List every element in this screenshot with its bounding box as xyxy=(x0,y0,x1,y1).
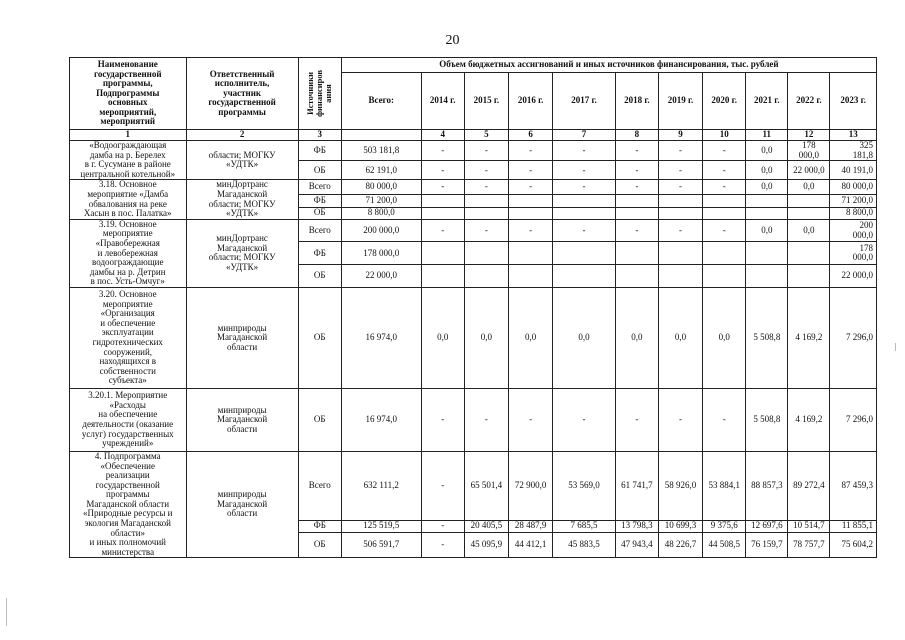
row-value: 88 857,3 xyxy=(746,451,788,520)
row-value: 44 412,1 xyxy=(509,532,553,558)
row-source: ОБ xyxy=(298,388,341,451)
row-value xyxy=(658,207,702,219)
row-value xyxy=(746,207,788,219)
row-value: 53 884,1 xyxy=(703,451,746,520)
row-total: 200 000,0 xyxy=(341,219,421,242)
table-row xyxy=(70,388,877,451)
column-number: 12 xyxy=(788,130,830,141)
row-total: 178 000,0 xyxy=(341,242,421,265)
header-year: 2020 г. xyxy=(703,73,746,130)
row-value: 0,0 xyxy=(509,287,553,388)
row-total: 8 800,0 xyxy=(341,207,421,219)
column-number: 6 xyxy=(509,130,553,141)
row-value: - xyxy=(464,161,508,180)
row-value: 200 000,0 xyxy=(830,219,877,242)
row-source: ОБ xyxy=(298,532,341,558)
row-value: - xyxy=(553,219,616,242)
row-value: - xyxy=(421,451,464,520)
row-value: - xyxy=(703,141,746,161)
row-value xyxy=(658,242,702,265)
row-value: - xyxy=(464,388,508,451)
row-value: 8 800,0 xyxy=(830,207,877,219)
row-value: 5 508,8 xyxy=(746,287,788,388)
row-total: 80 000,0 xyxy=(341,180,421,194)
row-value: - xyxy=(703,180,746,194)
row-value: - xyxy=(421,388,464,451)
row-value: 178 000,0 xyxy=(788,141,830,161)
row-total: 632 111,2 xyxy=(341,451,421,520)
column-number: 2 xyxy=(186,130,298,141)
row-value: 22 000,0 xyxy=(788,161,830,180)
row-value: - xyxy=(658,388,702,451)
row-name: 4. Подпрограмма «Обеспечение реализации государственной программы Магаданской области «Природные ресурсы и экология Магаданской области» и иных полномочий министерства xyxy=(70,451,187,558)
row-value: 47 943,4 xyxy=(615,532,658,558)
row-value: 9 375,6 xyxy=(703,520,746,532)
row-value xyxy=(746,242,788,265)
header-row-numbers xyxy=(70,130,877,141)
row-value: 12 697,6 xyxy=(746,520,788,532)
row-value xyxy=(615,207,658,219)
row-value xyxy=(421,207,464,219)
row-value xyxy=(658,265,702,288)
row-value xyxy=(509,242,553,265)
header-year: 2016 г. xyxy=(509,73,553,130)
row-value xyxy=(421,242,464,265)
row-value xyxy=(788,194,830,207)
row-source: ОБ xyxy=(298,265,341,288)
row-source: Всего xyxy=(298,180,341,194)
row-source: ФБ xyxy=(298,242,341,265)
row-value: 0,0 xyxy=(788,180,830,194)
table-row xyxy=(70,451,877,520)
row-total: 16 974,0 xyxy=(341,287,421,388)
row-value: 7 296,0 xyxy=(830,287,877,388)
row-value xyxy=(703,207,746,219)
table-row xyxy=(70,219,877,242)
header-executor: Ответственный исполнитель, участник государственной программы xyxy=(186,58,298,130)
row-value xyxy=(746,194,788,207)
row-value: - xyxy=(509,180,553,194)
row-value: - xyxy=(509,388,553,451)
column-number: 1 xyxy=(70,130,187,141)
column-number: 11 xyxy=(746,130,788,141)
row-value: 4 169,2 xyxy=(788,287,830,388)
column-number xyxy=(341,130,421,141)
row-value: 65 501,4 xyxy=(464,451,508,520)
row-value: - xyxy=(615,388,658,451)
row-value xyxy=(703,194,746,207)
row-value: 13 798,3 xyxy=(615,520,658,532)
row-value xyxy=(553,242,616,265)
row-value xyxy=(464,194,508,207)
row-value: - xyxy=(421,532,464,558)
row-value: 0,0 xyxy=(788,219,830,242)
row-value: - xyxy=(615,161,658,180)
header-name: Наименование государственной программы, Подпрограммы основных мероприятий, мероприятий xyxy=(70,58,187,130)
row-name: 3.19. Основное мероприятие «Правобережная и левобережная водоограждающие дамбы на р. Детрин в пос. Усть-Омчуг» xyxy=(70,219,187,287)
row-value: - xyxy=(553,388,616,451)
row-value: 0,0 xyxy=(658,287,702,388)
row-value: 0,0 xyxy=(746,161,788,180)
row-value xyxy=(746,265,788,288)
row-total: 16 974,0 xyxy=(341,388,421,451)
row-value: 78 757,7 xyxy=(788,532,830,558)
column-number: 9 xyxy=(658,130,702,141)
row-value xyxy=(509,207,553,219)
column-number: 7 xyxy=(553,130,616,141)
row-value: 0,0 xyxy=(615,287,658,388)
row-name: 3.18. Основное мероприятие «Дамба обвалования на реке Хасын в пос. Палатка» xyxy=(70,180,187,219)
row-value: 178 000,0 xyxy=(830,242,877,265)
row-value: - xyxy=(464,141,508,161)
row-executor: минДортранс Магаданской области; МОГКУ «УДТК» xyxy=(186,180,298,219)
row-value: - xyxy=(553,180,616,194)
header-row-top xyxy=(70,58,877,73)
header-year: 2021 г. xyxy=(746,73,788,130)
row-value: 0,0 xyxy=(746,180,788,194)
row-source: ФБ xyxy=(298,194,341,207)
row-value: - xyxy=(703,219,746,242)
row-value: - xyxy=(658,141,702,161)
row-value: 0,0 xyxy=(703,287,746,388)
row-value xyxy=(464,207,508,219)
row-value: - xyxy=(615,219,658,242)
row-value: 4 169,2 xyxy=(788,388,830,451)
row-value: - xyxy=(658,180,702,194)
row-value: 325 181,8 xyxy=(830,141,877,161)
row-value xyxy=(788,207,830,219)
row-value xyxy=(658,194,702,207)
row-value: - xyxy=(553,141,616,161)
row-name: «Водоограждающая дамба на р. Берелех в г. Сусумане в районе центральной котельной» xyxy=(70,141,187,180)
row-value: 76 159,7 xyxy=(746,532,788,558)
row-name: 3.20.1. Мероприятие «Расходы на обеспечение деятельности (оказание услуг) государственных учреждений» xyxy=(70,388,187,451)
row-source: Всего xyxy=(298,451,341,520)
row-value: 71 200,0 xyxy=(830,194,877,207)
row-value: - xyxy=(658,161,702,180)
row-value: 22 000,0 xyxy=(830,265,877,288)
row-value: 7 296,0 xyxy=(830,388,877,451)
header-year: 2014 г. xyxy=(421,73,464,130)
row-value: 44 508,5 xyxy=(703,532,746,558)
row-executor: минприроды Магаданской области xyxy=(186,451,298,558)
row-value: 10 699,3 xyxy=(658,520,702,532)
row-value: - xyxy=(509,141,553,161)
row-value: - xyxy=(509,161,553,180)
row-executor: области; МОГКУ «УДТК» xyxy=(186,141,298,180)
row-value: 0,0 xyxy=(553,287,616,388)
row-total: 125 519,5 xyxy=(341,520,421,532)
row-value xyxy=(421,265,464,288)
margin-mark xyxy=(895,343,896,351)
header-year: 2018 г. xyxy=(615,73,658,130)
row-value: 40 191,0 xyxy=(830,161,877,180)
row-value: - xyxy=(421,520,464,532)
row-value xyxy=(509,194,553,207)
row-value: 45 883,5 xyxy=(553,532,616,558)
row-value: 11 855,1 xyxy=(830,520,877,532)
row-total: 22 000,0 xyxy=(341,265,421,288)
row-value xyxy=(464,242,508,265)
row-value xyxy=(615,265,658,288)
row-value: 5 508,8 xyxy=(746,388,788,451)
row-value: 75 604,2 xyxy=(830,532,877,558)
row-value: 28 487,9 xyxy=(509,520,553,532)
row-executor: минприроды Магаданской области xyxy=(186,287,298,388)
table-row xyxy=(70,141,877,161)
row-value: - xyxy=(703,161,746,180)
row-value: - xyxy=(421,141,464,161)
header-year: 2015 г. xyxy=(464,73,508,130)
row-value xyxy=(553,194,616,207)
row-executor: минприроды Магаданской области xyxy=(186,388,298,451)
row-value: 7 685,5 xyxy=(553,520,616,532)
header-volume: Объем бюджетных ассигнований и иных источников финансирования, тыс. рублей xyxy=(341,58,876,73)
header-year: 2023 г. xyxy=(830,73,877,130)
row-value: - xyxy=(421,219,464,242)
row-value: 0,0 xyxy=(464,287,508,388)
row-value: 0,0 xyxy=(746,141,788,161)
header-total: Всего: xyxy=(341,73,421,130)
row-value: 53 569,0 xyxy=(553,451,616,520)
row-source: ОБ xyxy=(298,207,341,219)
column-number: 3 xyxy=(298,130,341,141)
row-value xyxy=(703,242,746,265)
row-value: - xyxy=(703,388,746,451)
row-value: - xyxy=(509,219,553,242)
row-value xyxy=(553,207,616,219)
row-value: 0,0 xyxy=(421,287,464,388)
row-value: - xyxy=(615,180,658,194)
row-total: 503 181,8 xyxy=(341,141,421,161)
row-value xyxy=(615,242,658,265)
row-value: - xyxy=(464,219,508,242)
row-value: 48 226,7 xyxy=(658,532,702,558)
header-year: 2017 г. xyxy=(553,73,616,130)
row-value: 61 741,7 xyxy=(615,451,658,520)
row-executor: минДортранс Магаданской области; МОГКУ «УДТК» xyxy=(186,219,298,287)
row-source: ФБ xyxy=(298,520,341,532)
margin-mark xyxy=(6,598,7,626)
column-number: 8 xyxy=(615,130,658,141)
row-source: ФБ xyxy=(298,141,341,161)
row-value: 45 095,9 xyxy=(464,532,508,558)
row-value xyxy=(788,242,830,265)
row-value: 0,0 xyxy=(746,219,788,242)
row-source: Всего xyxy=(298,219,341,242)
row-value: 10 514,7 xyxy=(788,520,830,532)
row-total: 506 591,7 xyxy=(341,532,421,558)
row-source: ОБ xyxy=(298,287,341,388)
header-year: 2019 г. xyxy=(658,73,702,130)
page-number: 20 xyxy=(445,33,460,48)
row-value xyxy=(615,194,658,207)
row-value: - xyxy=(421,161,464,180)
row-value: 72 900,0 xyxy=(509,451,553,520)
budget-table xyxy=(69,57,877,558)
row-value: - xyxy=(421,180,464,194)
row-value: 80 000,0 xyxy=(830,180,877,194)
row-value: - xyxy=(615,141,658,161)
row-value xyxy=(509,265,553,288)
row-value xyxy=(788,265,830,288)
header-source xyxy=(298,58,341,130)
row-value xyxy=(421,194,464,207)
row-value: 89 272,4 xyxy=(788,451,830,520)
row-value: - xyxy=(553,161,616,180)
header-year: 2022 г. xyxy=(788,73,830,130)
row-source: ОБ xyxy=(298,161,341,180)
row-value: 87 459,3 xyxy=(830,451,877,520)
row-value xyxy=(464,265,508,288)
row-value xyxy=(703,265,746,288)
row-value: - xyxy=(464,180,508,194)
row-value xyxy=(553,265,616,288)
column-number: 13 xyxy=(830,130,877,141)
row-value: - xyxy=(658,219,702,242)
header-source-label: Источники финансиров ания xyxy=(305,70,334,117)
row-value: 58 926,0 xyxy=(658,451,702,520)
table-row xyxy=(70,180,877,194)
column-number: 5 xyxy=(464,130,508,141)
row-total: 71 200,0 xyxy=(341,194,421,207)
row-name: 3.20. Основное мероприятие «Организация и обеспечение эксплуатации гидротехнических сооружений, находящихся в собственности субъекта» xyxy=(70,287,187,388)
row-total: 62 191,0 xyxy=(341,161,421,180)
table-row xyxy=(70,287,877,388)
column-number: 4 xyxy=(421,130,464,141)
row-value: 20 405,5 xyxy=(464,520,508,532)
column-number: 10 xyxy=(703,130,746,141)
